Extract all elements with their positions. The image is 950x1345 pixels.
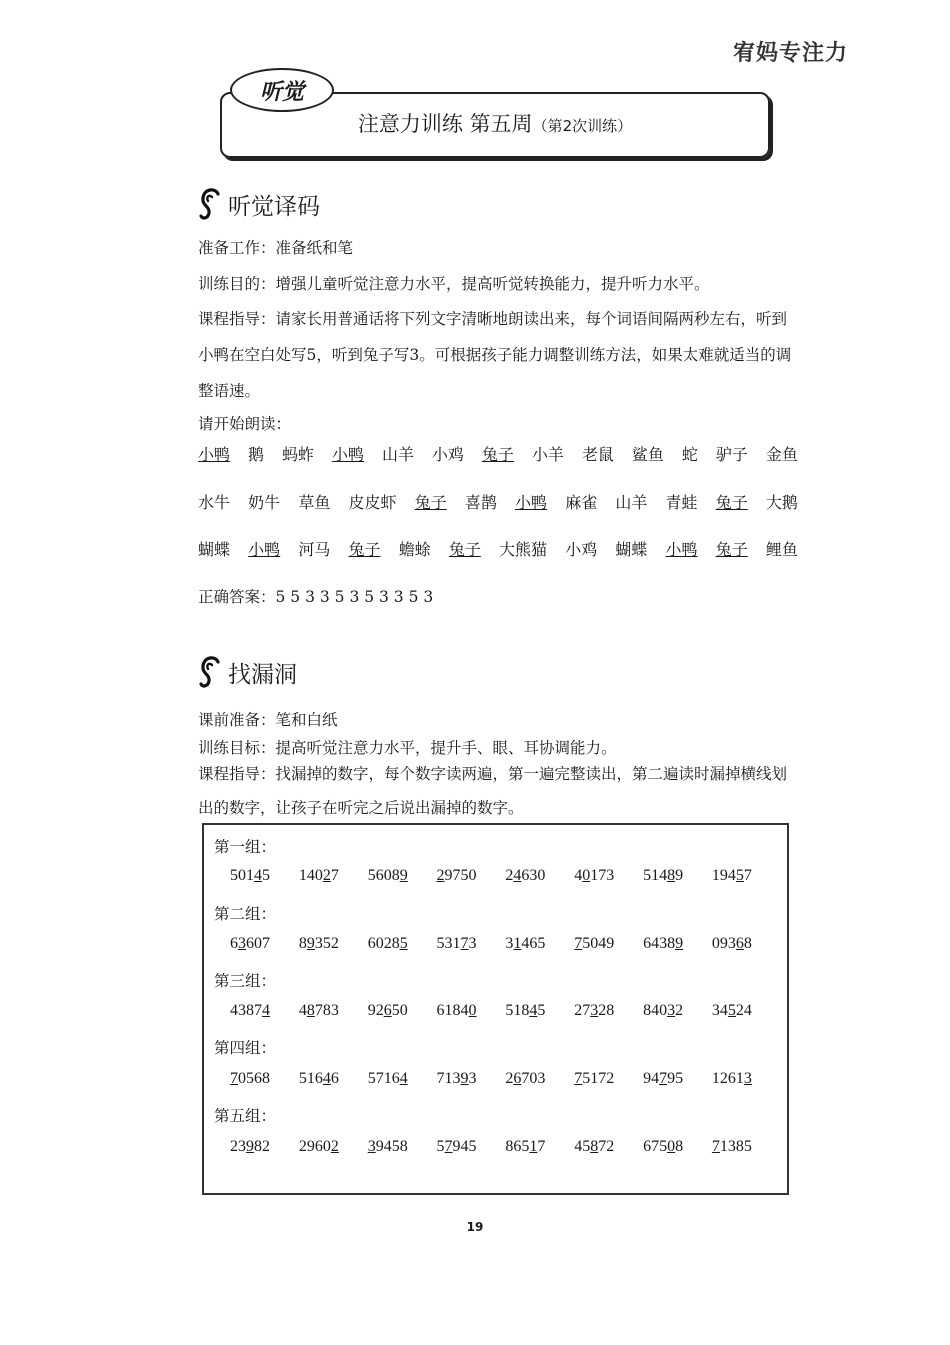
number-item: 29750 — [436, 867, 477, 884]
section1-prep: 准备工作：准备纸和笔 — [198, 239, 354, 257]
word-item: 兔子 — [481, 445, 514, 464]
word-item: 鲤鱼 — [765, 540, 798, 559]
banner-subtitle: （第2次训练） — [532, 117, 633, 135]
number-row — [230, 867, 752, 885]
number-item: 31465 — [505, 935, 546, 952]
banner-tag: 听觉 — [230, 68, 334, 112]
word-item: 河马 — [298, 540, 331, 559]
number-item: 14027 — [298, 867, 339, 884]
group-label: 第五组： — [214, 1107, 277, 1125]
number-item: 70568 — [230, 1070, 270, 1087]
word-item: 兔子 — [448, 540, 481, 559]
section2-title: 找漏洞 — [228, 661, 297, 688]
word-item: 小鸡 — [431, 445, 464, 464]
number-item: 64389 — [643, 935, 684, 952]
word-item: 蚂蚱 — [281, 445, 314, 464]
number-item: 61840 — [436, 1002, 477, 1019]
number-item: 51489 — [643, 867, 684, 884]
number-groups-box — [202, 823, 789, 1195]
number-item: 57164 — [367, 1070, 408, 1087]
number-item: 51845 — [505, 1002, 546, 1019]
word-item: 喜鹊 — [464, 493, 497, 512]
number-item: 09368 — [711, 935, 752, 952]
word-item: 金鱼 — [765, 445, 798, 464]
number-item: 60285 — [367, 935, 408, 952]
word-row — [198, 442, 798, 465]
number-item: 26703 — [505, 1070, 546, 1087]
section2-goal: 训练目标：提高听觉注意力水平，提升手、眼、耳协调能力。 — [198, 739, 617, 757]
number-item: 56089 — [367, 867, 408, 884]
word-item: 小鸡 — [565, 540, 598, 559]
word-item: 蝴蝶 — [615, 540, 648, 559]
word-item: 草鱼 — [298, 493, 331, 512]
section2-guide: 课程指导：找漏掉的数字，每个数字读两遍，第一遍完整读出，第二遍读时漏掉横线划出的数字，让孩子在听完之后说出漏掉的数字。 — [198, 765, 788, 817]
ear-icon — [198, 186, 224, 222]
number-row — [230, 1002, 752, 1020]
page-number: 19 — [466, 1220, 484, 1234]
number-item: 24630 — [505, 867, 546, 884]
word-item: 小鸭 — [665, 540, 698, 559]
number-item: 19457 — [711, 867, 752, 884]
word-row — [198, 537, 798, 560]
number-item: 39458 — [367, 1138, 408, 1155]
word-item: 兔子 — [348, 540, 381, 559]
section2-heading — [198, 654, 297, 690]
word-item: 兔子 — [715, 493, 748, 512]
word-item: 山羊 — [615, 493, 648, 512]
section1-goal: 训练目的：增强儿童听觉注意力水平，提高听觉转换能力，提升听力水平。 — [198, 275, 710, 293]
word-item: 兔子 — [414, 493, 447, 512]
number-row — [230, 1138, 752, 1156]
group-label: 第四组： — [214, 1039, 277, 1057]
page-title — [222, 108, 768, 138]
word-item: 水牛 — [198, 493, 231, 512]
number-item: 84032 — [643, 1002, 684, 1019]
number-item: 45872 — [574, 1138, 615, 1155]
number-item: 92650 — [367, 1002, 408, 1019]
word-item: 蛇 — [681, 445, 698, 464]
title-banner — [220, 78, 770, 158]
word-item: 小鸭 — [515, 493, 548, 512]
number-row — [230, 935, 752, 953]
section1-heading — [198, 186, 320, 222]
word-item: 皮皮虾 — [348, 493, 397, 512]
ear-icon — [198, 654, 224, 690]
section1-start: 请开始朗读： — [198, 415, 292, 433]
word-item: 老鼠 — [581, 445, 614, 464]
number-item: 43874 — [230, 1002, 270, 1019]
word-item: 鹅 — [247, 445, 264, 464]
word-item: 青蛙 — [665, 493, 698, 512]
number-item: 34524 — [711, 1002, 752, 1019]
number-item: 89352 — [298, 935, 339, 952]
word-item: 蟾蜍 — [398, 540, 431, 559]
number-item: 57945 — [436, 1138, 477, 1155]
number-item: 86517 — [505, 1138, 546, 1155]
word-item: 山羊 — [381, 445, 414, 464]
word-item: 小鸭 — [331, 445, 364, 464]
word-item: 蝴蝶 — [198, 540, 231, 559]
number-item: 75049 — [574, 935, 615, 952]
number-item: 23982 — [230, 1138, 270, 1155]
word-item: 奶牛 — [248, 493, 281, 512]
section1-guide: 课程指导：请家长用普通话将下列文字清晰地朗读出来，每个词语间隔两秒左右，听到小鸭在空白处写5，听到兔子写3。可根据孩子能力调整训练方法，如果太难就适当的调整语速。 — [198, 310, 792, 400]
number-item: 53173 — [436, 935, 477, 952]
number-item: 40173 — [574, 867, 615, 884]
group-label: 第二组： — [214, 905, 277, 923]
number-item: 75172 — [574, 1070, 615, 1087]
number-item: 50145 — [230, 867, 270, 884]
number-item: 67508 — [643, 1138, 684, 1155]
group-label: 第一组： — [214, 838, 277, 856]
number-item: 12613 — [711, 1070, 752, 1087]
number-item: 48783 — [298, 1002, 339, 1019]
number-item: 27328 — [574, 1002, 615, 1019]
word-item: 麻雀 — [565, 493, 598, 512]
group-label: 第三组： — [214, 972, 277, 990]
section1-title: 听觉译码 — [228, 193, 320, 220]
word-row — [198, 490, 798, 513]
banner-title-text: 注意力训练 第五周 — [357, 112, 533, 136]
brand-label: 宥妈专注力 — [732, 41, 848, 66]
number-row — [230, 1070, 752, 1088]
number-item: 51646 — [298, 1070, 339, 1087]
word-item: 驴子 — [715, 445, 748, 464]
word-item: 小鸭 — [248, 540, 281, 559]
word-item: 鲨鱼 — [631, 445, 664, 464]
section1-answer: 正确答案：5 5 3 3 5 3 5 3 3 5 3 — [198, 588, 434, 606]
word-item: 大鹅 — [765, 493, 798, 512]
word-item: 小鸭 — [198, 445, 231, 464]
word-item: 兔子 — [715, 540, 748, 559]
word-item: 大熊猫 — [499, 540, 548, 559]
number-item: 71393 — [436, 1070, 477, 1087]
number-item: 29602 — [298, 1138, 339, 1155]
number-item: 71385 — [711, 1138, 752, 1155]
number-item: 63607 — [230, 935, 270, 952]
number-item: 94795 — [643, 1070, 684, 1087]
word-item: 小羊 — [531, 445, 564, 464]
section2-prep: 课前准备：笔和白纸 — [198, 711, 338, 729]
